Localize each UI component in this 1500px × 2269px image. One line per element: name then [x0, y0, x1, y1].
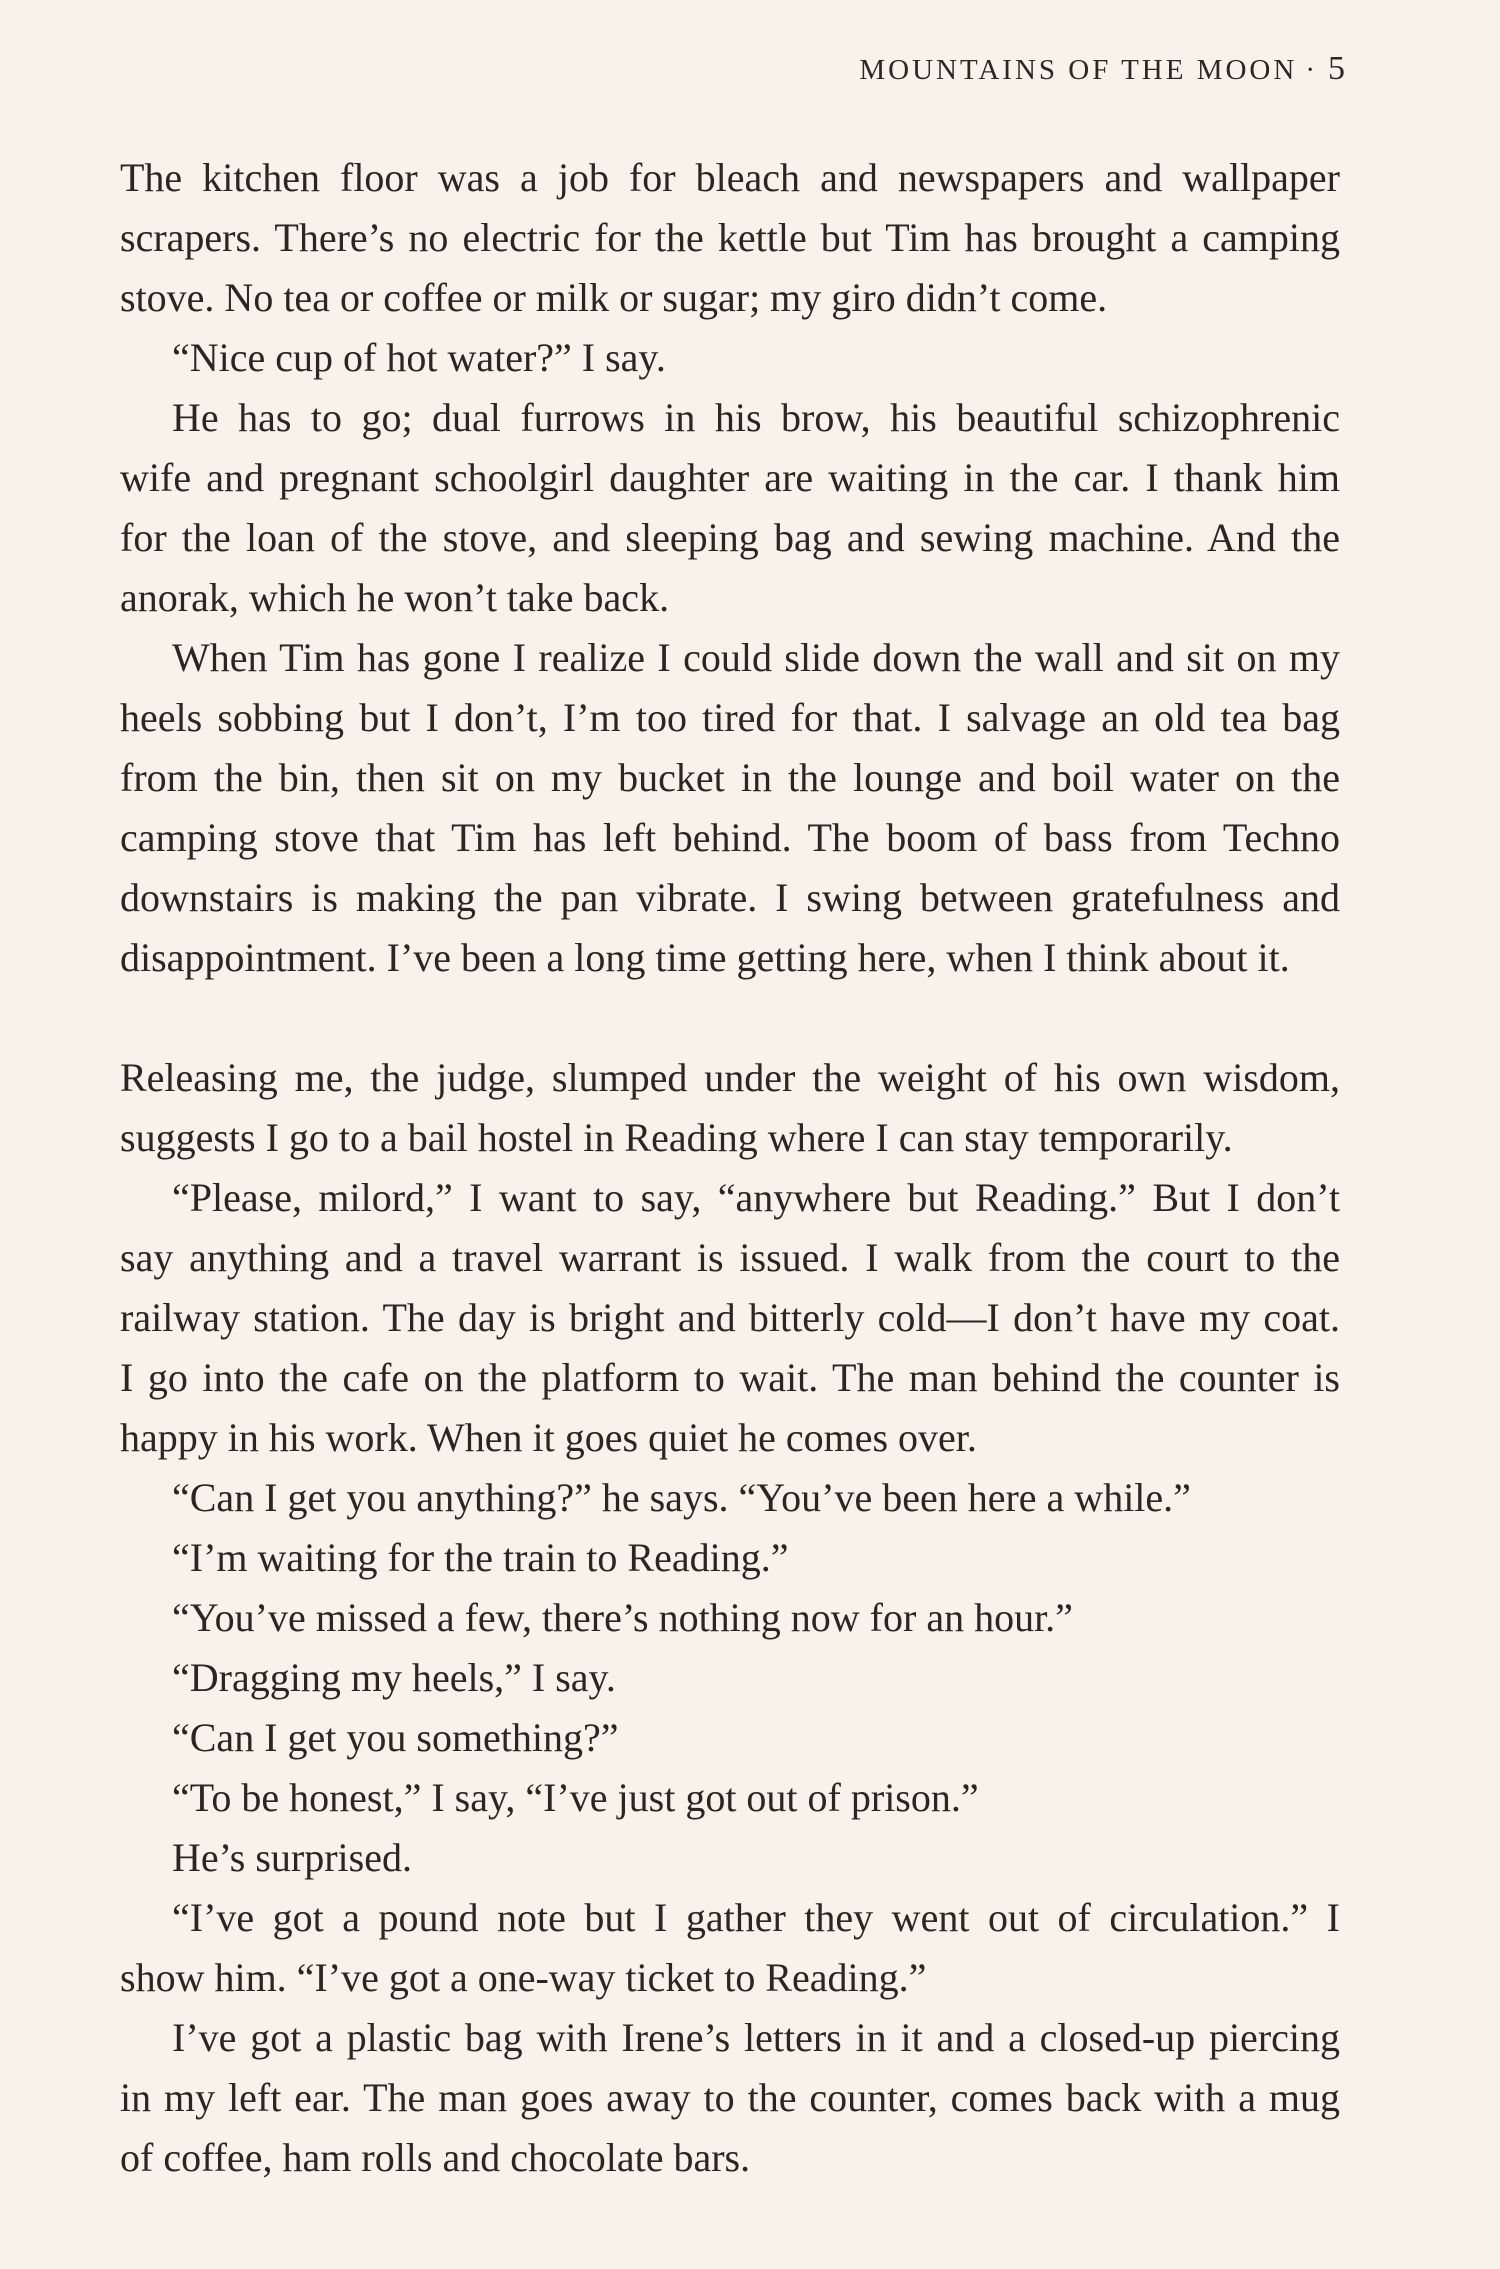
text-line: I’ve got a plastic bag with Irene’s letters in it and a closed-up piercing: [172, 2015, 1340, 2060]
text-line: of coffee, ham rolls and chocolate bars.: [120, 2135, 751, 2180]
paragraph: [120, 1768, 1340, 1828]
text-line: from the bin, then sit on my bucket in the lounge and boil water on the: [120, 755, 1340, 800]
paragraph: [120, 628, 1340, 988]
text-line: railway station. The day is bright and bitterly cold—I don’t have my coat.: [120, 1295, 1340, 1340]
text-line: When Tim has gone I realize I could slide down the wall and sit on my: [172, 635, 1340, 680]
text-line: “Please, milord,” I want to say, “anywhere but Reading.” But I don’t: [172, 1175, 1340, 1220]
paragraph: [120, 1708, 1340, 1768]
section-break: [120, 988, 1340, 1048]
paragraph: [120, 1648, 1340, 1708]
text-line: “Can I get you something?”: [172, 1715, 619, 1760]
text-line: “I’ve got a pound note but I gather they went out of circulation.” I: [172, 1895, 1340, 1940]
text-line: show him. “I’ve got a one-way ticket to Reading.”: [120, 1955, 927, 2000]
text-line: in my left ear. The man goes away to the counter, comes back with a mug: [120, 2075, 1340, 2120]
text-line: wife and pregnant schoolgirl daughter are waiting in the car. I thank him: [120, 455, 1340, 500]
text-line: happy in his work. When it goes quiet he comes over.: [120, 1415, 977, 1460]
text-line: disappointment. I’ve been a long time getting here, when I think about it.: [120, 935, 1290, 980]
paragraph: [120, 1048, 1340, 1168]
text-line: “Nice cup of hot water?” I say.: [172, 335, 666, 380]
page-number: 5: [1328, 50, 1345, 87]
text-line: anorak, which he won’t take back.: [120, 575, 670, 620]
running-head-separator: ·: [1305, 54, 1318, 86]
text-line: I go into the cafe on the platform to wait. The man behind the counter is: [120, 1355, 1340, 1400]
text-line: say anything and a travel warrant is issued. I walk from the court to the: [120, 1235, 1340, 1280]
text-line: Releasing me, the judge, slumped under the weight of his own wisdom,: [120, 1055, 1340, 1100]
running-head: [859, 50, 1345, 88]
text-line: “I’m waiting for the train to Reading.”: [172, 1535, 789, 1580]
paragraph: [120, 388, 1340, 628]
text-line: He’s surprised.: [172, 1835, 412, 1880]
text-line: The kitchen floor was a job for bleach and newspapers and wallpaper: [120, 155, 1340, 200]
text-line: scrapers. There’s no electric for the kettle but Tim has brought a camping: [120, 215, 1340, 260]
paragraph: [120, 1528, 1340, 1588]
text-line: for the loan of the stove, and sleeping bag and sewing machine. And the: [120, 515, 1340, 560]
paragraph: [120, 1888, 1340, 2008]
text-line: “You’ve missed a few, there’s nothing now for an hour.”: [172, 1595, 1073, 1640]
body-text: [120, 148, 1340, 2188]
paragraph: [120, 328, 1340, 388]
paragraph: [120, 1168, 1340, 1468]
text-line: He has to go; dual furrows in his brow, his beautiful schizophrenic: [172, 395, 1340, 440]
running-head-title: MOUNTAINS OF THE MOON: [859, 54, 1298, 86]
text-line: suggests I go to a bail hostel in Reading where I can stay temporarily.: [120, 1115, 1233, 1160]
text-line: stove. No tea or coffee or milk or sugar; my giro didn’t come.: [120, 275, 1108, 320]
text-line: “Dragging my heels,” I say.: [172, 1655, 616, 1700]
text-line: “To be honest,” I say, “I’ve just got out of prison.”: [172, 1775, 979, 1820]
paragraph: [120, 148, 1340, 328]
paragraph: [120, 2008, 1340, 2188]
text-line: “Can I get you anything?” he says. “You’ve been here a while.”: [172, 1475, 1191, 1520]
paragraph: [120, 1468, 1340, 1528]
paragraph: [120, 1828, 1340, 1888]
text-line: downstairs is making the pan vibrate. I swing between gratefulness and: [120, 875, 1340, 920]
text-line: heels sobbing but I don’t, I’m too tired for that. I salvage an old tea bag: [120, 695, 1340, 740]
paragraph: [120, 1588, 1340, 1648]
text-line: camping stove that Tim has left behind. The boom of bass from Techno: [120, 815, 1340, 860]
